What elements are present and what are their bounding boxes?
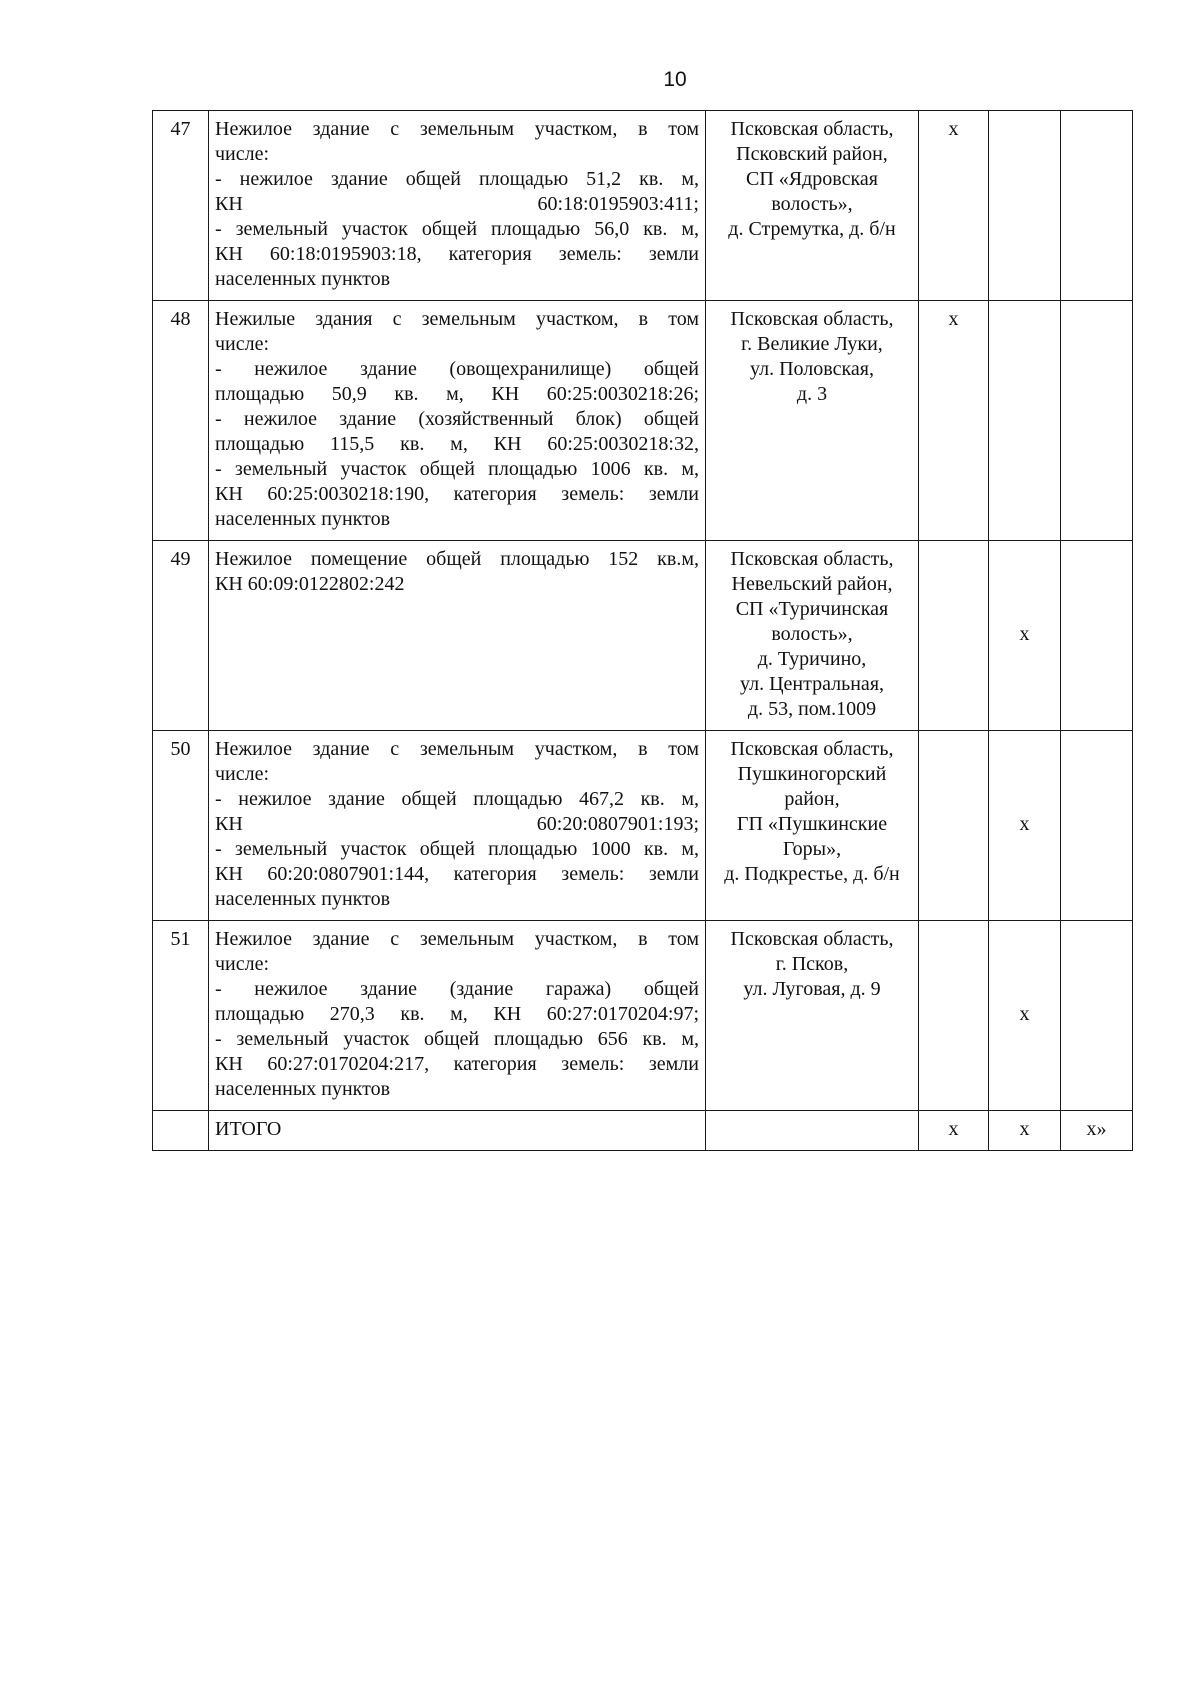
object-address (706, 541, 919, 731)
row-number: 48 (153, 301, 209, 541)
address-line: д. Стремутка, д. б/н (728, 218, 896, 240)
description-line: населенных пунктов (215, 268, 391, 290)
mark-cell-1: х (919, 301, 989, 541)
address-line: г. Великие Луки, (741, 333, 883, 355)
row-number: 47 (153, 111, 209, 301)
description-line: числе: (215, 953, 270, 975)
address-line: ул. Половская, (750, 358, 874, 380)
address-line: Пушкиногорский (737, 763, 887, 785)
description-line: КН 60:18:0195903:411; (215, 193, 699, 215)
description-line: числе: (215, 143, 270, 165)
total-mark-3: х» (1061, 1111, 1133, 1151)
object-address (706, 111, 919, 301)
description-line: числе: (215, 763, 270, 785)
mark-cell-3 (1061, 541, 1133, 731)
description-line: Нежилое здание с земельным участком, в том (215, 738, 699, 760)
description-line: Нежилое здание с земельным участком, в том (215, 118, 699, 140)
address-line: Псковская область, (730, 118, 894, 140)
mark-cell-2 (989, 111, 1061, 301)
description-line: КН 60:09:0122802:242 (215, 573, 405, 595)
total-empty-cell (153, 1111, 209, 1151)
mark-cell-1: х (919, 111, 989, 301)
description-line: числе: (215, 333, 270, 355)
address-line: волость», (771, 623, 853, 645)
description-line: площадью 270,3 кв. м, КН 60:27:0170204:97; (215, 1003, 699, 1025)
mark-cell-2: х (989, 731, 1061, 921)
mark-cell-2: х (989, 921, 1061, 1111)
object-address (706, 731, 919, 921)
mark-cell-2 (989, 301, 1061, 541)
object-description (209, 111, 706, 301)
description-line: - нежилое здание общей площадью 467,2 кв. м, (215, 788, 699, 810)
address-line: волость», (771, 193, 853, 215)
address-line: д. 53, пом.1009 (747, 698, 877, 720)
address-line: д. 3 (796, 383, 828, 405)
description-line: населенных пунктов (215, 1078, 391, 1100)
mark-cell-3 (1061, 301, 1133, 541)
address-line: район, (784, 788, 840, 810)
row-number: 51 (153, 921, 209, 1111)
address-line: СП «Ядровская (746, 168, 878, 190)
object-description (209, 921, 706, 1111)
row-number: 49 (153, 541, 209, 731)
description-line: - нежилое здание (хозяйственный блок) общей (215, 408, 699, 430)
address-line: д. Туричино, (757, 648, 867, 670)
object-description (209, 541, 706, 731)
total-mark-1: х (919, 1111, 989, 1151)
table-body (153, 111, 1133, 1151)
mark-cell-3 (1061, 111, 1133, 301)
address-line: Псковская область, (730, 738, 894, 760)
address-line: Псковская область, (730, 548, 894, 570)
description-line: Нежилое здание с земельным участком, в том (215, 928, 699, 950)
property-table (152, 110, 1133, 1151)
mark-cell-1 (919, 731, 989, 921)
address-line: СП «Туричинская (735, 598, 889, 620)
description-line: - земельный участок общей площадью 1006 кв. м, (215, 458, 699, 480)
address-line: Невельский район, (731, 573, 893, 595)
table-row (153, 301, 1133, 541)
mark-cell-3 (1061, 921, 1133, 1111)
description-line: - земельный участок общей площадью 56,0 кв. м, (215, 218, 699, 240)
object-address (706, 921, 919, 1111)
description-line: площадью 50,9 кв. м, КН 60:25:0030218:26; (215, 383, 699, 405)
mark-cell-2: х (989, 541, 1061, 731)
address-line: Псковская область, (730, 928, 894, 950)
address-line: Псковская область, (730, 308, 894, 330)
description-line: населенных пунктов (215, 888, 391, 910)
total-label: ИТОГО (209, 1111, 706, 1151)
address-line: ул. Луговая, д. 9 (743, 978, 881, 1000)
description-line: КН 60:18:0195903:18, категория земель: земли (215, 243, 699, 265)
address-line: д. Подкрестье, д. б/н (724, 863, 900, 885)
address-line: ГП «Пушкинские (736, 813, 888, 835)
description-line: КН 60:20:0807901:144, категория земель: земли (215, 863, 699, 885)
total-row (153, 1111, 1133, 1151)
address-line: Псковский район, (736, 143, 888, 165)
description-line: Нежилое помещение общей площадью 152 кв.м, (215, 548, 699, 570)
page-number-wrap (0, 68, 1200, 92)
description-line: КН 60:27:0170204:217, категория земель: земли (215, 1053, 699, 1075)
description-line: площадью 115,5 кв. м, КН 60:25:0030218:32, (215, 433, 699, 455)
mark-cell-1 (919, 541, 989, 731)
description-line: - земельный участок общей площадью 1000 кв. м, (215, 838, 699, 860)
total-mark-2: х (989, 1111, 1061, 1151)
address-line: ул. Центральная, (739, 673, 885, 695)
table-row (153, 541, 1133, 731)
row-number: 50 (153, 731, 209, 921)
mark-cell-3 (1061, 731, 1133, 921)
mark-cell-1 (919, 921, 989, 1111)
description-line: населенных пунктов (215, 508, 391, 530)
table-row (153, 731, 1133, 921)
description-line: Нежилые здания с земельным участком, в том (215, 308, 699, 330)
total-address-empty (706, 1111, 919, 1151)
object-description (209, 301, 706, 541)
description-line: - земельный участок общей площадью 656 кв. м, (215, 1028, 699, 1050)
object-address (706, 301, 919, 541)
address-line: г. Псков, (775, 953, 849, 975)
description-line: - нежилое здание (овощехранилище) общей (215, 358, 699, 380)
address-line: Горы», (782, 838, 842, 860)
description-line: КН 60:20:0807901:193; (215, 813, 699, 835)
table-row (153, 921, 1133, 1111)
page-number: 10 (663, 68, 687, 91)
description-line: - нежилое здание общей площадью 51,2 кв. м, (215, 168, 699, 190)
description-line: - нежилое здание (здание гаража) общей (215, 978, 699, 1000)
description-line: КН 60:25:0030218:190, категория земель: земли (215, 483, 699, 505)
object-description (209, 731, 706, 921)
table-row (153, 111, 1133, 301)
